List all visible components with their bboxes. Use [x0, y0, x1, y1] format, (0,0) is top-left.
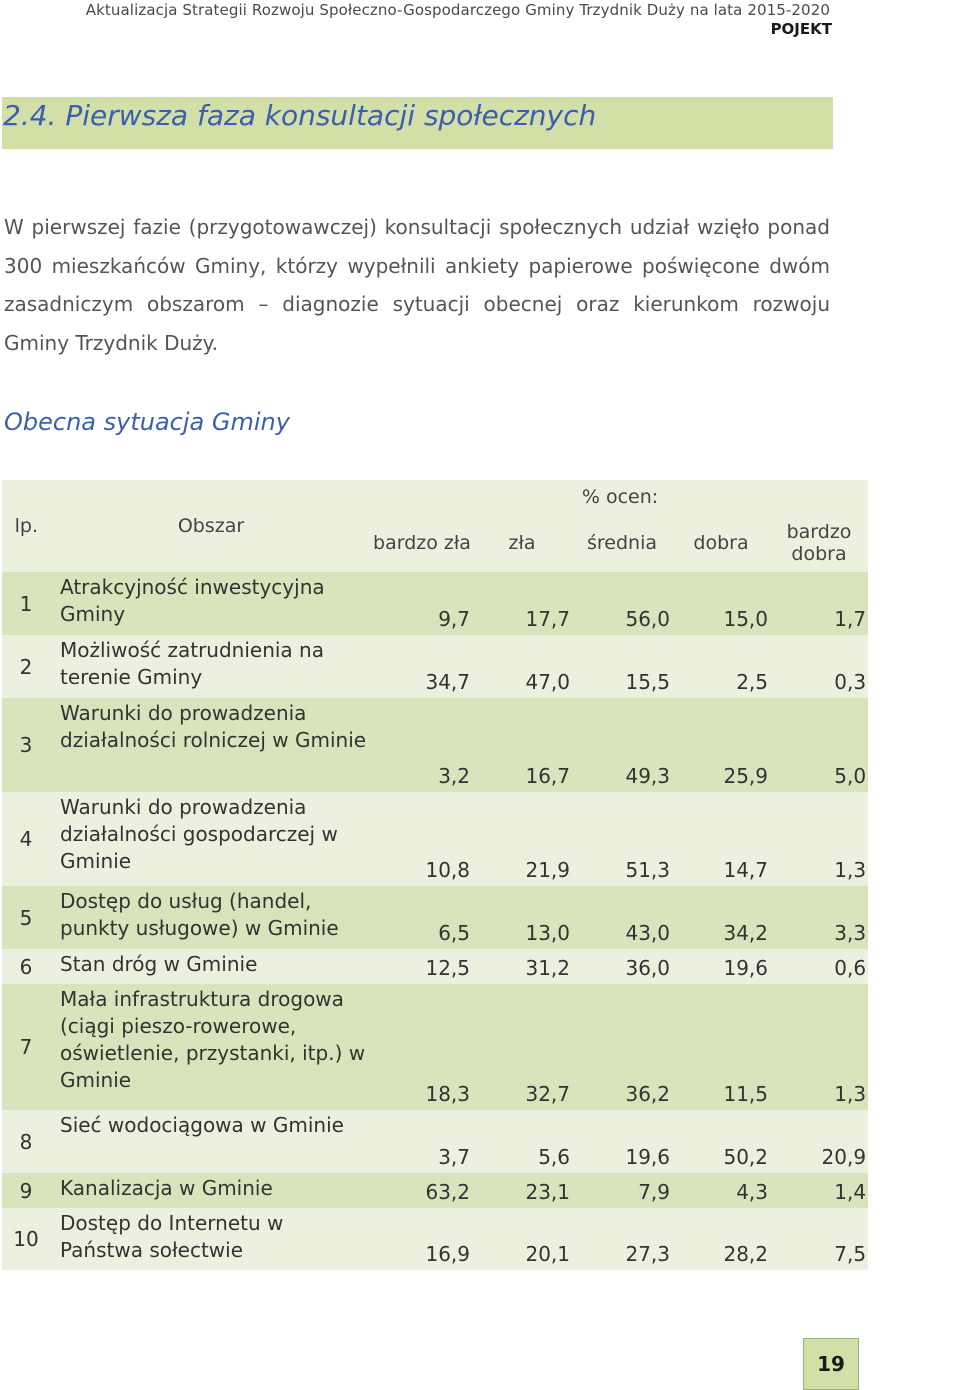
- column-header-area: Obszar: [50, 480, 372, 572]
- row-value: 3,3: [834, 921, 867, 945]
- row-number: 1: [19, 591, 33, 616]
- row-area: Atrakcyjność inwestycyjna Gminy: [60, 575, 325, 626]
- row-area: Sieć wodociągowa w Gminie: [60, 1113, 344, 1137]
- column-header-grade: średnia: [572, 514, 672, 572]
- column-header-grade: bardzo zła: [372, 514, 472, 572]
- row-value: 0,6: [834, 956, 867, 980]
- row-number: 10: [13, 1227, 39, 1251]
- row-value: 50,2: [723, 1145, 768, 1169]
- row-number: 4: [19, 827, 33, 851]
- table-row: [2, 1173, 868, 1208]
- page-number-box: [803, 1338, 859, 1390]
- row-value: 28,2: [723, 1242, 768, 1266]
- row-value: 7,5: [834, 1242, 867, 1266]
- row-value: 1,3: [834, 1082, 867, 1106]
- column-header-grade: dobra: [672, 514, 770, 572]
- row-value: 21,9: [525, 858, 570, 882]
- row-value: 19,6: [723, 956, 768, 980]
- table-row: [2, 635, 868, 698]
- row-value: 23,1: [525, 1180, 570, 1204]
- row-value: 36,2: [625, 1082, 670, 1106]
- row-number: 6: [19, 954, 33, 979]
- row-value: 47,0: [525, 670, 570, 694]
- row-area: Dostęp do usług (handel, punkty usługowe) w Gminie: [60, 889, 339, 940]
- row-value: 25,9: [723, 764, 768, 788]
- row-value: 3,2: [438, 764, 470, 788]
- row-value: 43,0: [625, 921, 670, 945]
- row-number: 7: [19, 1035, 33, 1059]
- row-value: 14,7: [723, 858, 768, 882]
- row-value: 2,5: [736, 670, 768, 694]
- row-value: 19,6: [625, 1145, 670, 1169]
- table-row: [2, 792, 868, 886]
- row-value: 3,7: [438, 1145, 470, 1169]
- section-title: 2.4. Pierwsza faza konsultacji społecznych: [3, 99, 597, 132]
- row-value: 56,0: [625, 607, 670, 631]
- row-area: Stan dróg w Gminie: [60, 952, 258, 976]
- row-value: 12,5: [425, 956, 470, 980]
- row-value: 15,0: [723, 607, 768, 631]
- row-number: 9: [19, 1178, 33, 1203]
- row-value: 16,7: [525, 764, 570, 788]
- row-area: Warunki do prowadzenia działalności rolniczej w Gminie: [60, 701, 367, 752]
- row-value: 6,5: [438, 921, 470, 945]
- subheading: Obecna sytuacja Gminy: [4, 408, 290, 436]
- row-area: Kanalizacja w Gminie: [60, 1176, 273, 1200]
- column-group-header: % ocen:: [372, 480, 868, 514]
- row-area: Dostęp do Internetu w Państwa sołectwie: [60, 1211, 284, 1262]
- page-number: 19: [817, 1352, 845, 1376]
- row-value: 36,0: [625, 956, 670, 980]
- row-value: 1,7: [834, 607, 867, 631]
- table-row: [2, 698, 868, 792]
- row-value: 51,3: [625, 858, 670, 882]
- column-header-grade: zła: [472, 514, 572, 572]
- row-area: Warunki do prowadzenia działalności gospodarczej w Gminie: [60, 795, 338, 873]
- row-area: Mała infrastruktura drogowa (ciągi pieszo-rowerowe, oświetlenie, przystanki, itp.) w Gminie: [60, 987, 366, 1092]
- row-value: 5,6: [538, 1145, 570, 1169]
- row-value: 10,8: [425, 858, 470, 882]
- row-value: 27,3: [625, 1242, 670, 1266]
- row-value: 4,3: [736, 1180, 768, 1204]
- row-value: 17,7: [525, 607, 570, 631]
- row-number: 3: [19, 733, 33, 757]
- table-row: [2, 1110, 868, 1173]
- table-row: [2, 984, 868, 1110]
- row-number: 2: [19, 654, 33, 679]
- row-value: 5,0: [834, 764, 867, 788]
- row-value: 0,3: [834, 670, 867, 694]
- document-status: POJEKT: [770, 20, 832, 38]
- row-value: 1,3: [834, 858, 867, 882]
- row-value: 13,0: [525, 921, 570, 945]
- row-value: 49,3: [625, 764, 670, 788]
- row-value: 63,2: [425, 1180, 470, 1204]
- row-value: 16,9: [425, 1242, 470, 1266]
- row-value: 15,5: [625, 670, 670, 694]
- table-row: [2, 886, 868, 949]
- row-value: 31,2: [525, 956, 570, 980]
- row-area: Możliwość zatrudnienia na terenie Gminy: [60, 638, 324, 689]
- column-header-lp: lp.: [2, 480, 50, 572]
- row-value: 1,4: [834, 1180, 867, 1204]
- row-value: 20,1: [525, 1242, 570, 1266]
- row-value: 34,7: [425, 670, 470, 694]
- page-header-title: Aktualizacja Strategii Rozwoju Społeczno-Gospodarczego Gminy Trzydnik Duży na lata 2015-2020: [85, 1, 830, 19]
- row-number: 8: [19, 1129, 33, 1154]
- row-value: 11,5: [723, 1082, 768, 1106]
- row-value: 32,7: [525, 1082, 570, 1106]
- row-value: 18,3: [425, 1082, 470, 1106]
- row-value: 7,9: [638, 1180, 670, 1204]
- survey-results-table: [2, 480, 868, 1270]
- table-row: [2, 949, 868, 984]
- row-value: 9,7: [438, 607, 470, 631]
- row-value: 34,2: [723, 921, 768, 945]
- table-row: [2, 572, 868, 635]
- table-row: [2, 1208, 868, 1270]
- row-number: 5: [19, 905, 33, 930]
- row-value: 20,9: [821, 1145, 867, 1169]
- column-header-grade: bardzo dobra: [770, 514, 868, 572]
- intro-paragraph: W pierwszej fazie (przygotowawczej) konsultacji społecznych udział wzięło ponad 300 mieszkańców Gminy, którzy wypełnili ankiety papierowe poświęcone dwóm zasadniczym obszarom – diagnozie sytuacji obecnej oraz kierunkom rozwoju Gminy Trzydnik Duży.: [4, 215, 830, 355]
